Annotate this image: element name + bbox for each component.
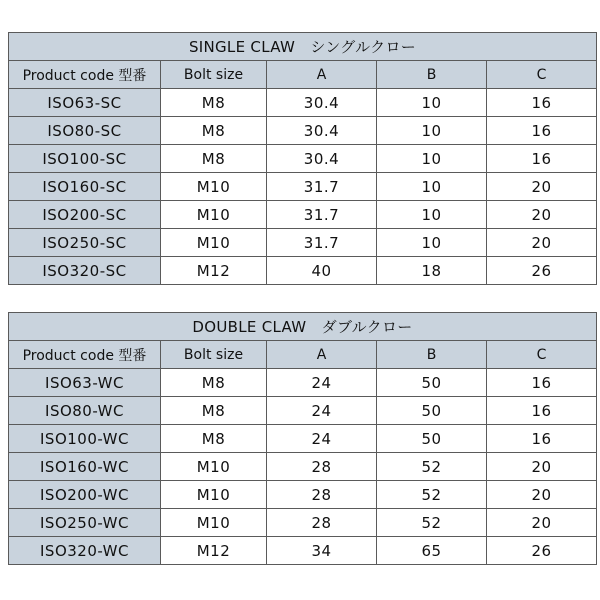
table-row [9,369,597,397]
b-cell: 50 [377,425,487,453]
a-cell: 28 [267,453,377,481]
product-code-cell: ISO63-SC [9,89,161,117]
bolt-size-cell: M12 [161,257,267,285]
a-cell: 28 [267,481,377,509]
product-code-cell: ISO160-SC [9,173,161,201]
header-a: A [267,341,377,369]
b-cell: 10 [377,89,487,117]
header-a: A [267,61,377,89]
b-cell: 10 [377,145,487,173]
a-cell: 31.7 [267,201,377,229]
table-row [9,257,597,285]
c-cell: 20 [487,201,597,229]
bolt-size-cell: M12 [161,537,267,565]
table-row [9,397,597,425]
column-header-row [9,341,597,369]
a-cell: 40 [267,257,377,285]
c-cell: 20 [487,509,597,537]
b-cell: 52 [377,453,487,481]
product-code-cell: ISO100-WC [9,425,161,453]
a-cell: 24 [267,397,377,425]
a-cell: 31.7 [267,173,377,201]
bolt-size-cell: M8 [161,369,267,397]
table-row [9,425,597,453]
header-c: C [487,341,597,369]
a-cell: 30.4 [267,145,377,173]
b-cell: 18 [377,257,487,285]
b-cell: 50 [377,369,487,397]
c-cell: 16 [487,89,597,117]
table-row [9,201,597,229]
header-product-code: Product code 型番 [9,341,161,369]
header-b: B [377,341,487,369]
table-row [9,453,597,481]
b-cell: 52 [377,481,487,509]
table-row [9,229,597,257]
table-row [9,145,597,173]
header-b: B [377,61,487,89]
product-code-cell: ISO250-SC [9,229,161,257]
c-cell: 16 [487,145,597,173]
product-code-cell: ISO200-WC [9,481,161,509]
bolt-size-cell: M8 [161,89,267,117]
header-product-code: Product code 型番 [9,61,161,89]
b-cell: 65 [377,537,487,565]
c-cell: 20 [487,229,597,257]
c-cell: 16 [487,117,597,145]
product-code-cell: ISO160-WC [9,453,161,481]
bolt-size-cell: M10 [161,509,267,537]
product-code-cell: ISO320-WC [9,537,161,565]
product-code-cell: ISO100-SC [9,145,161,173]
a-cell: 30.4 [267,117,377,145]
header-bolt-size: Bolt size [161,341,267,369]
table-title-row [9,313,597,341]
bolt-size-cell: M10 [161,453,267,481]
b-cell: 10 [377,201,487,229]
table-row [9,173,597,201]
b-cell: 50 [377,397,487,425]
table-title: DOUBLE CLAW ダブルクロー [9,313,597,341]
double-claw-table [8,312,597,565]
table-row [9,89,597,117]
column-header-row [9,61,597,89]
b-cell: 10 [377,117,487,145]
bolt-size-cell: M8 [161,145,267,173]
b-cell: 10 [377,229,487,257]
c-cell: 26 [487,537,597,565]
product-code-cell: ISO80-SC [9,117,161,145]
table-title: SINGLE CLAW シングルクロー [9,33,597,61]
table-row [9,481,597,509]
product-code-cell: ISO80-WC [9,397,161,425]
bolt-size-cell: M8 [161,425,267,453]
table-row [9,509,597,537]
c-cell: 16 [487,397,597,425]
c-cell: 20 [487,173,597,201]
a-cell: 28 [267,509,377,537]
bolt-size-cell: M8 [161,117,267,145]
bolt-size-cell: M10 [161,201,267,229]
single-claw-table [8,32,597,285]
c-cell: 16 [487,369,597,397]
header-c: C [487,61,597,89]
product-code-cell: ISO250-WC [9,509,161,537]
a-cell: 34 [267,537,377,565]
product-code-cell: ISO63-WC [9,369,161,397]
bolt-size-cell: M10 [161,481,267,509]
b-cell: 10 [377,173,487,201]
b-cell: 52 [377,509,487,537]
table-row [9,117,597,145]
bolt-size-cell: M10 [161,229,267,257]
table-title-row [9,33,597,61]
a-cell: 24 [267,369,377,397]
header-bolt-size: Bolt size [161,61,267,89]
a-cell: 31.7 [267,229,377,257]
bolt-size-cell: M8 [161,397,267,425]
c-cell: 20 [487,453,597,481]
product-code-cell: ISO320-SC [9,257,161,285]
c-cell: 16 [487,425,597,453]
c-cell: 20 [487,481,597,509]
a-cell: 30.4 [267,89,377,117]
a-cell: 24 [267,425,377,453]
c-cell: 26 [487,257,597,285]
product-code-cell: ISO200-SC [9,201,161,229]
bolt-size-cell: M10 [161,173,267,201]
table-row [9,537,597,565]
